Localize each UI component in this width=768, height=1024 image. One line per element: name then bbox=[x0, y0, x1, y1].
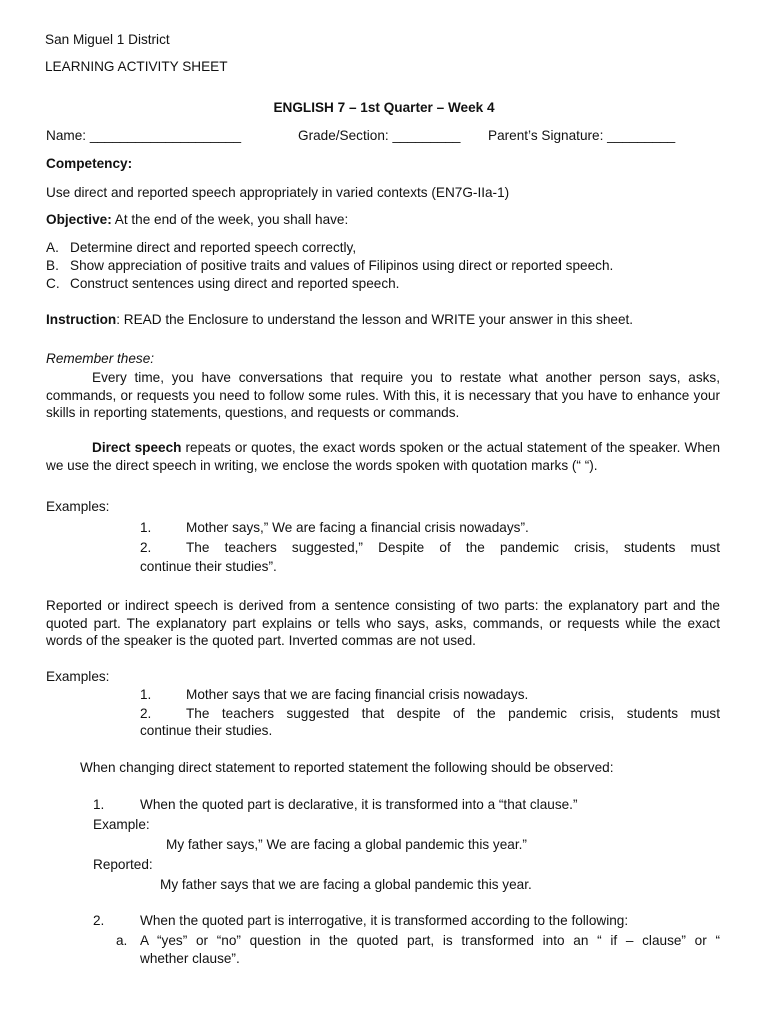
instruction-line bbox=[46, 311, 633, 328]
objective-item-text: Determine direct and reported speech correctly, bbox=[70, 240, 357, 255]
objective-item-text: Construct sentences using direct and reported speech. bbox=[70, 276, 400, 291]
example-text: Mother says,” We are facing a financial crisis nowadays”. bbox=[186, 520, 529, 535]
direct-speech-term: Direct speech bbox=[92, 440, 182, 455]
example-text: The teachers suggested that despite of the pandemic crisis, students must bbox=[186, 706, 720, 721]
objective-text: At the end of the week, you shall have: bbox=[111, 212, 349, 227]
rules-intro: When changing direct statement to reported statement the following should be observed: bbox=[80, 760, 614, 775]
examples-label: Examples: bbox=[46, 499, 110, 514]
competency-text: Use direct and reported speech appropriately in varied contexts (EN7G-IIa-1) bbox=[46, 185, 510, 200]
rule-reported-label: Reported: bbox=[93, 857, 153, 872]
example-number: 2. bbox=[140, 540, 152, 555]
example-text: Mother says that we are facing financial crisis nowadays. bbox=[186, 687, 529, 702]
rule-number: 2. bbox=[93, 913, 105, 928]
objective-item-text: Show appreciation of positive traits and values of Filipinos using direct or reported speech. bbox=[70, 258, 614, 273]
example-continuation: continue their studies. bbox=[140, 723, 273, 738]
instruction-text: : READ the Enclosure to understand the lesson and WRITE your answer in this sheet. bbox=[116, 312, 634, 327]
name-field: Name: ____________________ bbox=[46, 128, 242, 143]
competency-label: Competency: bbox=[46, 156, 133, 171]
rule-text: When the quoted part is interrogative, it is transformed according to the following: bbox=[140, 913, 629, 928]
remember-paragraph: Every time, you have conversations that require you to restate what another person says, asks, commands, or requests you need to follow some rules. With this, it is necessary that you have to enhance your skills in reporting statements, questions, and requests or commands. bbox=[46, 370, 720, 420]
rule-example-label: Example: bbox=[93, 817, 150, 832]
sub-rule-text: A “yes” or “no” question in the quoted part, is transformed into an “ if – clause” or “ bbox=[140, 933, 720, 948]
examples-label: Examples: bbox=[46, 669, 110, 684]
objective-label: Objective: bbox=[46, 212, 112, 227]
rule-text: When the quoted part is declarative, it is transformed into a “that clause.” bbox=[140, 797, 578, 812]
course-title: ENGLISH 7 – 1st Quarter – Week 4 bbox=[273, 100, 495, 115]
direct-speech-definition: repeats or quotes, the exact words spoken or the actual statement of the speaker. When we use the direct speech in writing, we enclose the words spoken with quotation marks (“ “). bbox=[46, 440, 720, 473]
sheet-title: LEARNING ACTIVITY SHEET bbox=[45, 59, 228, 74]
sub-rule-continuation: whether clause”. bbox=[140, 951, 240, 966]
sub-rule-letter: a. bbox=[116, 933, 128, 948]
objective-item-letter: B. bbox=[46, 258, 59, 273]
example-number: 2. bbox=[140, 706, 152, 721]
objective-item-letter: A. bbox=[46, 240, 59, 255]
rule-example-sentence: My father says,” We are facing a global pandemic this year.” bbox=[166, 837, 527, 852]
example-number: 1. bbox=[140, 687, 152, 702]
objective-item-letter: C. bbox=[46, 276, 60, 291]
instruction-label: Instruction bbox=[46, 312, 117, 327]
district-name: San Miguel 1 District bbox=[45, 32, 170, 47]
example-number: 1. bbox=[140, 520, 152, 535]
rule-number: 1. bbox=[93, 797, 105, 812]
objective-line bbox=[46, 211, 348, 228]
reported-speech-paragraph: Reported or indirect speech is derived from a sentence consisting of two parts: the explanatory part and the quoted part. The explanatory part explains or tells who says, asks, commands, or requests while the exact words of the speaker is the quoted part. Inverted commas are not used. bbox=[46, 598, 720, 648]
rule-reported-sentence: My father says that we are facing a global pandemic this year. bbox=[160, 877, 532, 892]
parent-signature-field: Parent’s Signature: _________ bbox=[488, 128, 676, 143]
example-text: The teachers suggested,” Despite of the pandemic crisis, students must bbox=[186, 540, 720, 555]
grade-section-field: Grade/Section: _________ bbox=[298, 128, 461, 143]
remember-heading: Remember these: bbox=[46, 351, 155, 366]
direct-speech-paragraph bbox=[46, 439, 720, 474]
example-continuation: continue their studies”. bbox=[140, 559, 277, 574]
